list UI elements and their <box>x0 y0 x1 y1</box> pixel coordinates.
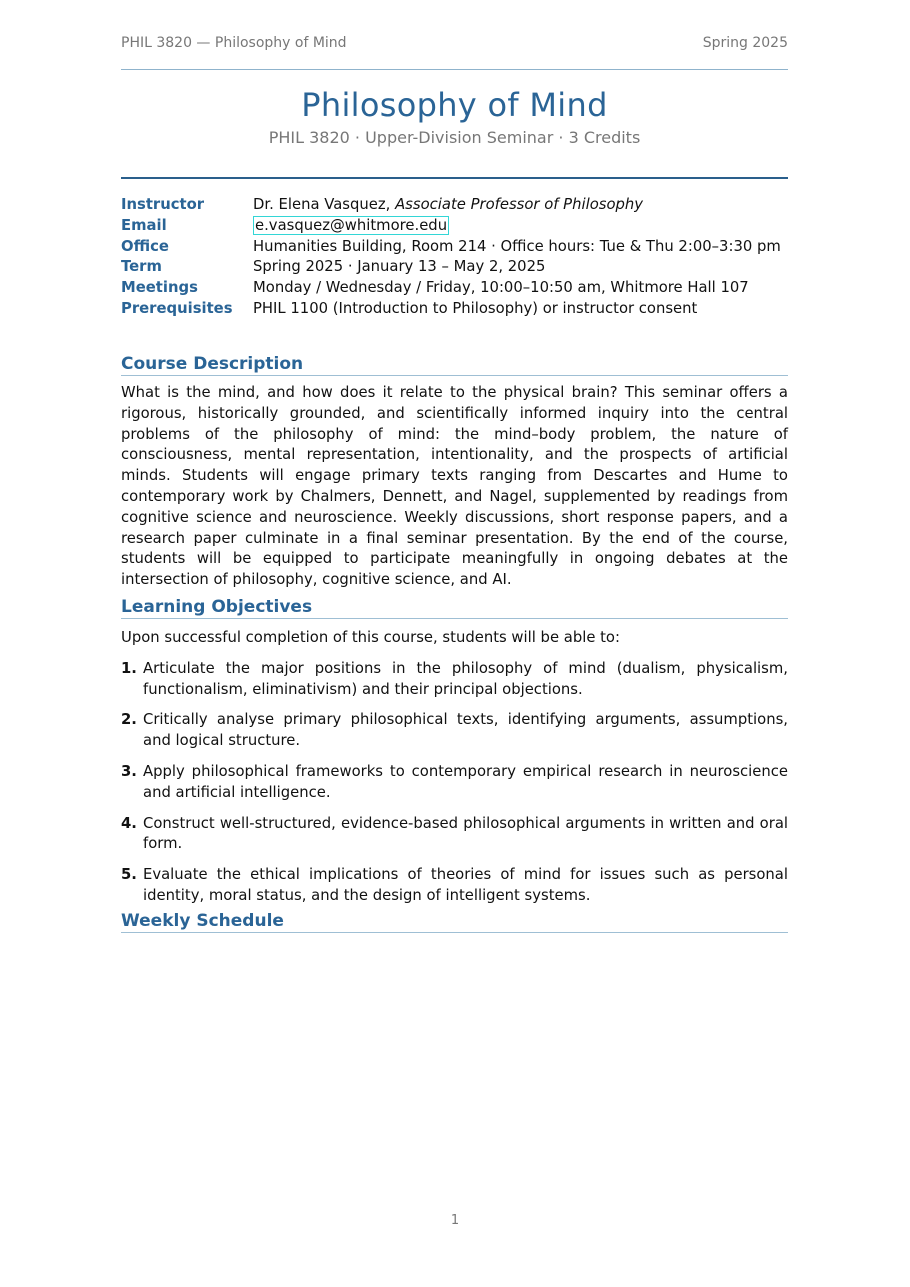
info-label-term: Term <box>121 258 162 276</box>
title-divider <box>121 177 788 179</box>
objectives-list <box>121 659 788 907</box>
section-heading-schedule: Weekly Schedule <box>121 910 788 933</box>
info-row-term <box>121 257 788 278</box>
objective-number: 1. <box>121 659 137 677</box>
course-description-text: What is the mind, and how does it relate to the physical brain? This seminar offers a rigorous, historically grounded, and scientifically informed inquiry into the central problems of the philosophy of mind: the mind–body problem, the nature of consciousness, mental representation, intentionality, and the prospects of artificial minds. Students will engage primary texts ranging from Descartes and Hume to contemporary work by Chalmers, Dennett, and Nagel, supplemented by readings from cognitive science and neuroscience. Weekly discussions, short response papers, and a research paper culminate in a final seminar presentation. By the end of the course, students will be equipped to participate meaningfully in ongoing debates at the intersection of philosophy, cognitive science, and AI. <box>121 384 788 589</box>
objective-text: Critically analyse primary philosophical texts, identifying arguments, assumptions, and logical structure. <box>143 711 788 750</box>
running-header-term: Spring 2025 <box>702 35 788 51</box>
info-label-email: Email <box>121 216 167 234</box>
objective-item <box>121 659 788 701</box>
info-row-email <box>121 216 788 237</box>
objective-number: 5. <box>121 866 137 884</box>
email-link[interactable]: e.vasquez@whitmore.edu <box>255 216 448 234</box>
section-heading-description: Course Description <box>121 353 788 376</box>
objective-text: Construct well-structured, evidence-based philosophical arguments in written and oral form. <box>143 814 788 853</box>
info-value-office: Humanities Building, Room 214 · Office hours: Tue & Thu 2:00–3:30 pm <box>253 237 781 255</box>
objective-item <box>121 710 788 752</box>
section-heading-objectives: Learning Objectives <box>121 596 788 619</box>
page-number: 1 <box>450 1213 460 1228</box>
info-value-prerequisites: PHIL 1100 (Introduction to Philosophy) or instructor consent <box>253 299 698 317</box>
header-divider <box>121 69 788 70</box>
info-value-meetings: Monday / Wednesday / Friday, 10:00–10:50 am, Whitmore Hall 107 <box>253 279 749 297</box>
objective-text: Apply philosophical frameworks to contemporary empirical research in neuroscience and artificial intelligence. <box>143 762 788 801</box>
info-value-email <box>253 216 788 237</box>
info-label-office: Office <box>121 237 169 255</box>
objective-number: 3. <box>121 762 137 780</box>
weekly-schedule-section <box>121 910 788 933</box>
info-row-meetings <box>121 278 788 299</box>
course-title: Philosophy of Mind <box>301 86 608 124</box>
learning-objectives-section <box>121 596 788 907</box>
info-label-meetings: Meetings <box>121 279 198 297</box>
objective-item <box>121 814 788 856</box>
objective-number: 4. <box>121 814 137 832</box>
course-subtitle: PHIL 3820 · Upper-Division Seminar · 3 Credits <box>268 128 641 147</box>
course-description-section <box>121 353 788 591</box>
objective-number: 2. <box>121 711 137 729</box>
info-row-instructor <box>121 195 788 216</box>
course-info-table <box>121 195 788 320</box>
info-label-instructor: Instructor <box>121 196 205 213</box>
running-header-course: PHIL 3820 — Philosophy of Mind <box>121 35 347 51</box>
instructor-role: Associate Professor of Philosophy <box>395 196 644 213</box>
info-row-office <box>121 237 788 258</box>
info-value-instructor <box>253 195 788 216</box>
objective-text: Articulate the major positions in the philosophy of mind (dualism, physicalism, functionalism, eliminativism) and their principal objections. <box>143 659 788 698</box>
objective-item <box>121 865 788 907</box>
running-header <box>121 35 788 51</box>
instructor-name: Dr. Elena Vasquez, <box>253 196 391 213</box>
info-row-prerequisites <box>121 299 788 320</box>
info-label-prerequisites: Prerequisites <box>121 299 233 317</box>
info-value-term: Spring 2025 · January 13 – May 2, 2025 <box>253 258 546 276</box>
objective-text: Evaluate the ethical implications of theories of mind for issues such as personal identity, moral status, and the design of intelligent systems. <box>143 866 788 904</box>
objectives-intro: Upon successful completion of this course, students will be able to: <box>121 629 620 646</box>
objective-item <box>121 762 788 804</box>
